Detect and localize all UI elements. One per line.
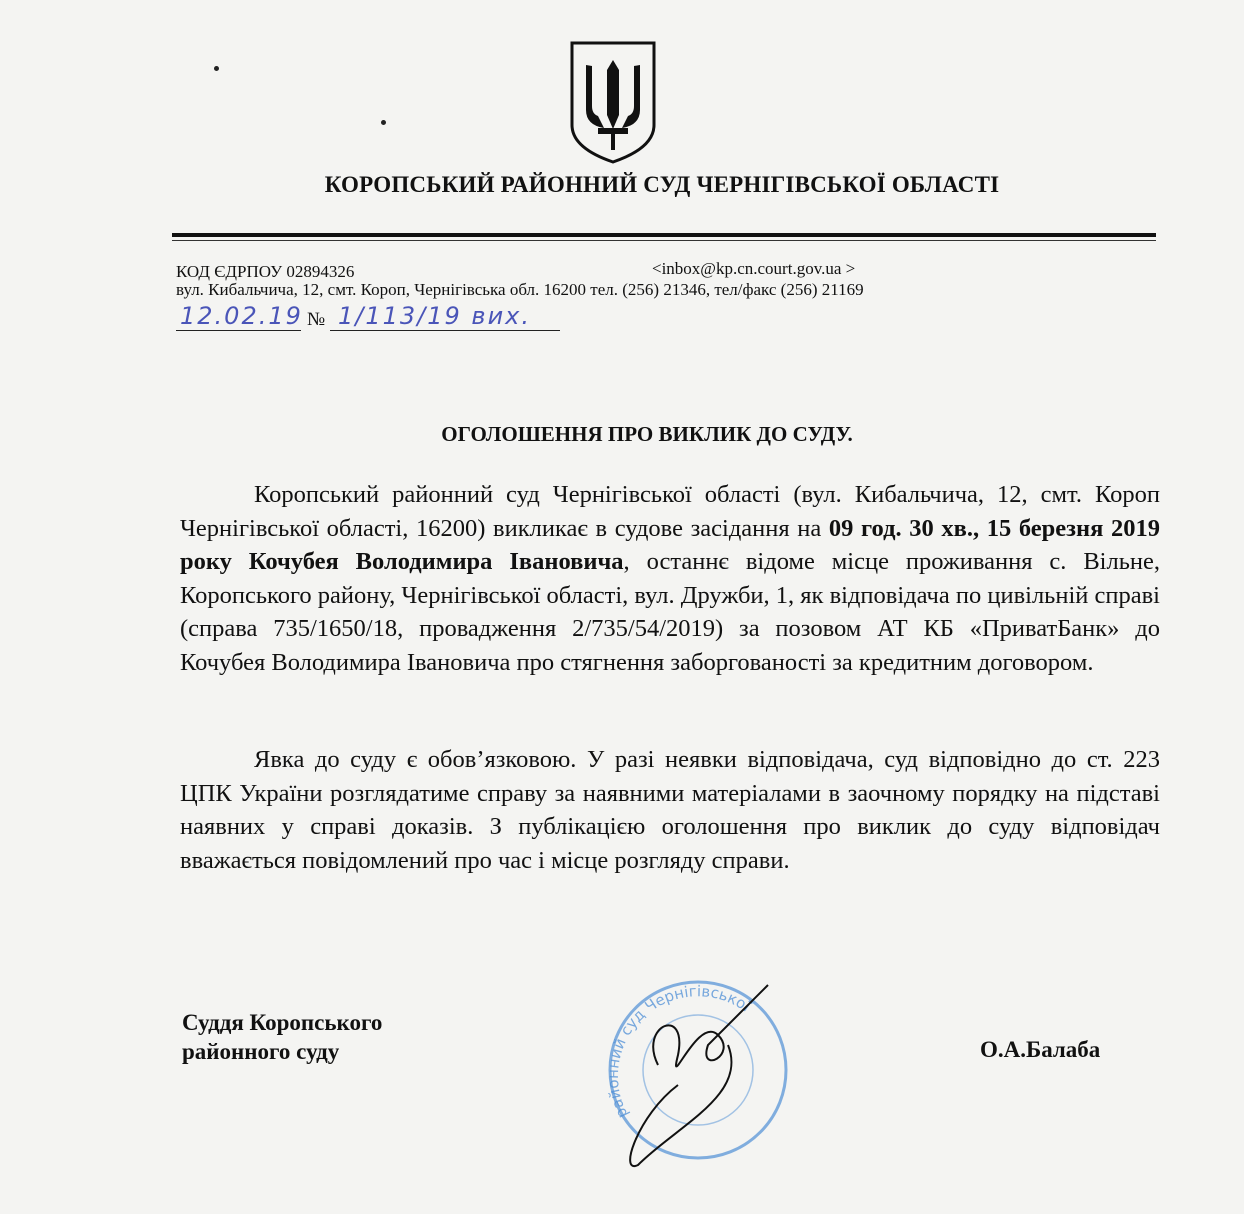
- paragraph-summons: [180, 478, 1160, 679]
- scan-speck: [381, 120, 386, 125]
- paragraph-attendance: Явка до суду є обов’язковою. У разі неявки відповідача, суд відповідно до ст. 223 ЦПК України розглядатиме справу за наявними матеріалами в заочному порядку на підставі наявних у справі доказів. З публікацією оголошення про виклик до суду відповідач вважається повідомлений про час і місце розгляду справи.: [180, 746, 1160, 874]
- edrpou-code: КОД ЄДРПОУ 02894326: [176, 262, 355, 281]
- judge-title: [182, 1008, 382, 1066]
- document-title-text: ОГОЛОШЕННЯ ПРО ВИКЛИК ДО СУДУ: [441, 422, 848, 446]
- court-stamp-with-signature: [598, 965, 798, 1175]
- judge-name: О.А.Балаба: [980, 1037, 1101, 1062]
- handwritten-outgoing-number: 1/113/19 вих.: [338, 302, 531, 330]
- scan-speck: [214, 66, 219, 71]
- coat-of-arms-trident-icon: [568, 40, 658, 165]
- document-title: ОГОЛОШЕННЯ ПРО ВИКЛИК ДО СУДУ.: [441, 422, 853, 446]
- header-rule-thin: [172, 240, 1156, 241]
- svg-text:районний суд Чернігівської: районний суд Чернігівської: [603, 982, 755, 1122]
- court-email: <inbox@kp.cn.court.gov.ua >: [652, 259, 856, 278]
- summons-details: , останнє відоме місце проживання с. Вільне, Коропського району, Чернігівської області, вул. Дружби, 1, як відповідача по цивільній справі (справа 735/1650/18, провадження 2/735/54/2019) за позовом АТ КБ «ПриватБанк» до Кочубея Володимира Івановича про стягнення заборгованості за кредитним договором.: [180, 548, 1160, 676]
- court-name: КОРОПСЬКИЙ РАЙОННИЙ СУД ЧЕРНІГІВСЬКОЇ ОБЛАСТІ: [324, 172, 1000, 197]
- judge-title-line2: районного суду: [182, 1039, 340, 1064]
- judge-title-line1: Суддя Коропського: [182, 1010, 383, 1035]
- court-address: вул. Кибальчича, 12, смт. Короп, Чернігівська обл. 16200 тел. (256) 21346, тел/факс (256) 21169: [176, 280, 864, 299]
- number-underline: [330, 330, 560, 331]
- number-sign: №: [307, 309, 326, 330]
- handwritten-date: 12.02.19: [180, 302, 303, 330]
- header-rule: [172, 233, 1156, 237]
- hearing-time-and-defendant: 09 год. 30 хв., 15 березня 2019 року Кочубея Володимира Івановича: [180, 514, 1161, 575]
- date-underline: [176, 330, 301, 331]
- summons-text: Коропський районний суд Чернігівської області (вул. Кибальчича, 12, смт. Короп Чернігівської області, 16200) викликає в судове засідання на: [180, 481, 1160, 542]
